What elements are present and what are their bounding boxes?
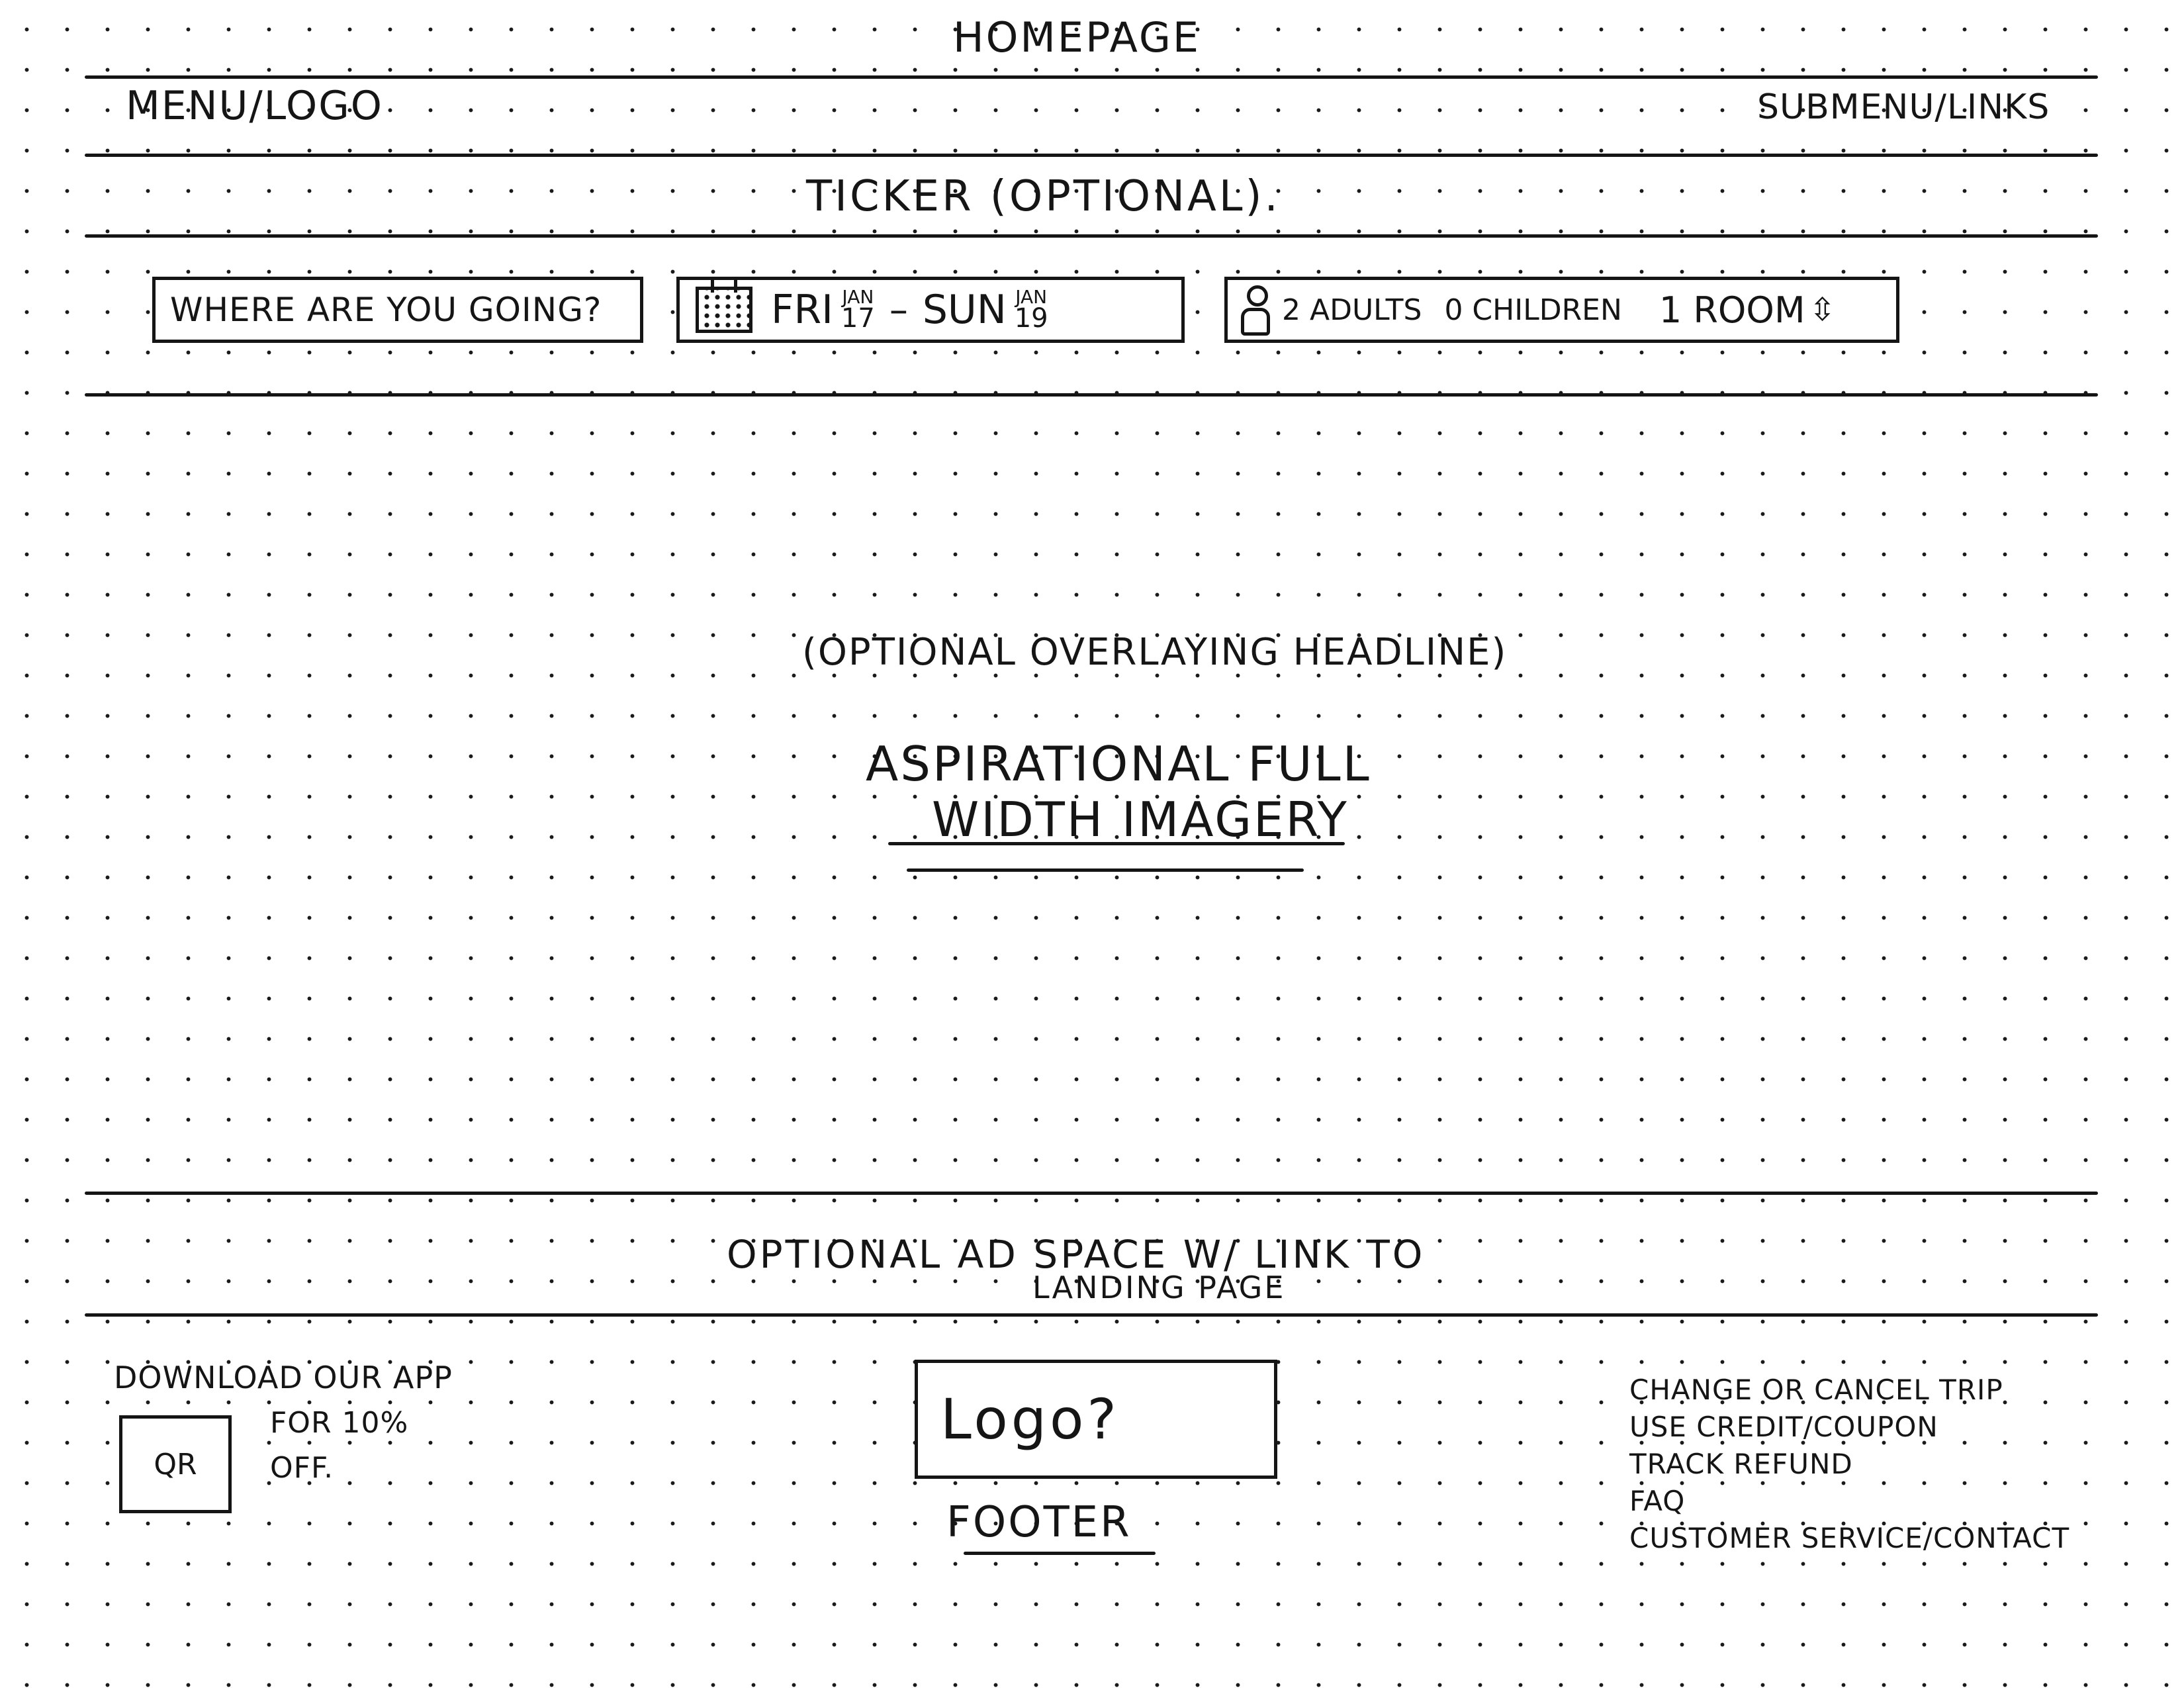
footer-logo[interactable]: Logo? xyxy=(915,1360,1277,1479)
app-discount-text: FOR 10% xyxy=(270,1406,409,1440)
search-bottom-divider xyxy=(85,393,2098,397)
children-count: 0 CHILDREN xyxy=(1444,293,1622,327)
ad-landing-link[interactable]: LANDING PAGE xyxy=(1032,1270,1286,1305)
submenu-links[interactable]: SUBMENU/LINKS xyxy=(1757,87,2050,127)
header-top-divider xyxy=(85,75,2098,79)
ticker-bottom-divider xyxy=(85,234,2098,238)
footer-top-divider xyxy=(85,1313,2098,1317)
calendar-icon xyxy=(696,287,752,333)
ad-space[interactable]: OPTIONAL AD SPACE W/ LINK TO xyxy=(727,1232,1426,1277)
guests-rooms-selector[interactable] xyxy=(1224,277,1899,343)
check-out-month: JAN xyxy=(1015,285,1048,308)
check-out-day-number: 19 xyxy=(1014,303,1048,334)
hero-image-label: ASPIRATIONAL FULL xyxy=(866,736,1371,792)
footer-link-credit-coupon[interactable]: USE CREDIT/COUPON xyxy=(1629,1411,1938,1443)
footer-label-underline xyxy=(964,1552,1156,1555)
check-out-day: SUN xyxy=(922,287,1007,333)
qr-code[interactable]: QR xyxy=(119,1415,232,1513)
footer-links xyxy=(1629,1372,2070,1557)
hero-headline: (OPTIONAL OVERLAYING HEADLINE) xyxy=(802,631,1508,674)
hero-image-label-line-2: WIDTH IMAGERY xyxy=(932,792,1349,847)
footer-link-customer-service[interactable]: CUSTOMER SERVICE/CONTACT xyxy=(1629,1522,2070,1554)
footer-link-track-refund[interactable]: TRACK REFUND xyxy=(1629,1448,1853,1480)
hero-underline-2 xyxy=(907,868,1304,872)
rooms-count: 1 ROOM xyxy=(1659,289,1805,331)
stepper-icon[interactable]: ⇳ xyxy=(1809,291,1836,328)
check-in-day-number: 17 xyxy=(841,303,875,334)
ticker: TICKER (OPTIONAL). xyxy=(806,172,1281,221)
footer-link-faq[interactable]: FAQ xyxy=(1629,1485,1686,1517)
adults-count: 2 ADULTS xyxy=(1282,293,1422,327)
header-bottom-divider xyxy=(85,154,2098,157)
check-in-date xyxy=(841,285,875,334)
footer-label: FOOTER xyxy=(946,1498,1132,1547)
person-icon xyxy=(1241,285,1270,334)
check-in-month: JAN xyxy=(842,285,874,308)
date-range-picker[interactable] xyxy=(676,277,1185,343)
menu-logo-link[interactable]: MENU/LOGO xyxy=(126,83,383,129)
download-app-link[interactable]: DOWNLOAD OUR APP xyxy=(114,1360,453,1395)
hero-underline xyxy=(888,842,1345,845)
hero-bottom-divider xyxy=(85,1192,2098,1195)
app-discount-text-2: OFF. xyxy=(270,1451,334,1485)
destination-search-input[interactable]: WHERE ARE YOU GOING? xyxy=(152,277,643,343)
check-in-day: FRI xyxy=(771,287,833,333)
check-out-date xyxy=(1014,285,1048,334)
page-title: HOMEPAGE xyxy=(953,13,1201,62)
date-separator: – xyxy=(889,288,908,332)
footer-link-change-cancel[interactable]: CHANGE OR CANCEL TRIP xyxy=(1629,1374,2003,1406)
